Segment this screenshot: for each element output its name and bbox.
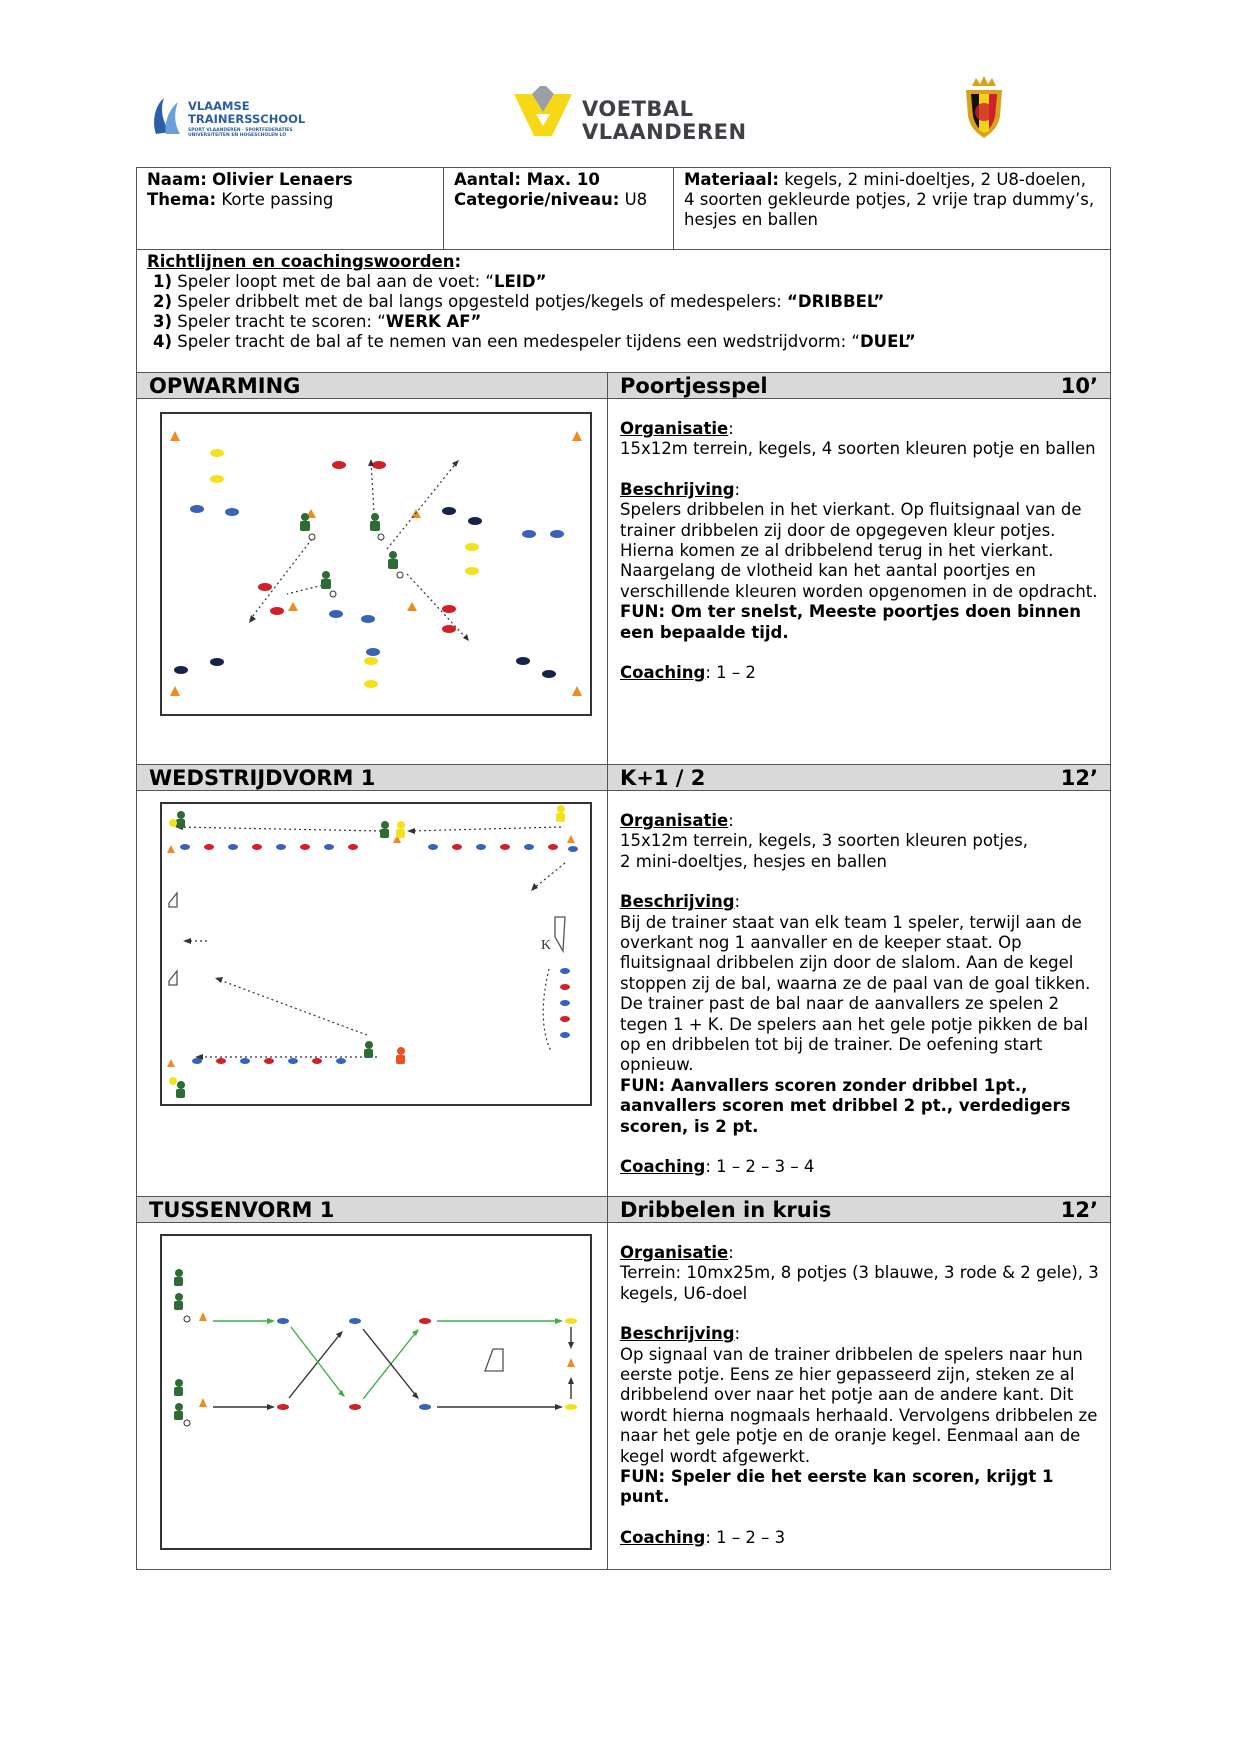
materiaal-label: Materiaal:	[684, 170, 779, 189]
vts-sub2: UNIVERSITEITEN EN HOGESCHOLEN LO	[188, 133, 287, 138]
categorie-label: Categorie/niveau:	[454, 190, 620, 209]
categorie-value: U8	[624, 190, 648, 209]
section-time: 12’	[1060, 766, 1098, 790]
desc-text: Op signaal van de trainer dribbelen de spelers naar hun eerste potje. Eens ze hier gepasseerd zijn, steken ze al dribbelend over naar het potje aan de andere kant. Dit wordt hierna nogmaals herhaald. Vervolgens dribbelen ze naar het gele potje en de oranje kegel. Eenmaal aan de kegel wordt afgewerkt.	[620, 1344, 1098, 1466]
info-count-category	[444, 168, 674, 249]
match-diagram	[137, 791, 608, 1197]
guideline-num: 3)	[153, 312, 173, 331]
info-row	[137, 168, 1110, 250]
vv-line2: VLAANDEREN	[582, 120, 747, 144]
diagram-cross	[137, 1223, 608, 1569]
training-sheet	[136, 167, 1111, 1570]
section-name: Dribbelen in kruis	[620, 1198, 832, 1222]
header-logos	[0, 72, 1240, 152]
org-label: Organisatie	[620, 811, 729, 830]
info-name-theme	[137, 168, 444, 249]
guideline-word: DUEL”	[859, 332, 916, 351]
desc-label: Beschrijving	[620, 892, 735, 912]
guideline-text: Speler loopt met de bal aan de voet: “	[177, 272, 494, 291]
section-phase: TUSSENVORM 1	[137, 1197, 608, 1222]
section-title	[608, 373, 1110, 398]
coaching-label: Coaching	[620, 663, 706, 683]
guidelines-title: Richtlijnen en coachingswoorden	[147, 252, 455, 271]
section-time: 10’	[1060, 374, 1098, 398]
coaching-label: Coaching	[620, 1527, 706, 1547]
section-name: K+1 / 2	[620, 766, 706, 790]
desc-label: Beschrijving	[620, 479, 735, 499]
vv-line1: VOETBAL	[582, 97, 694, 121]
org-label: Organisatie	[620, 419, 729, 438]
thema-value: Korte passing	[221, 190, 334, 209]
trainersschool-emblem-icon	[150, 94, 186, 138]
vts-line2: TRAINERSSCHOOL	[188, 112, 306, 126]
guideline-text: Speler dribbelt met de bal langs opgesteld potjes/kegels of medespelers:	[177, 292, 788, 311]
section-title	[608, 1197, 1110, 1222]
fun-text: FUN: Aanvallers scoren zonder dribbel 1pt., aanvallers scoren met dribbel 2 pt., verdedigers scoren, is 2 pt.	[620, 1075, 1071, 1136]
info-material	[674, 168, 1110, 249]
voetbal-vlaanderen-emblem-icon	[512, 86, 574, 142]
diagram-match	[137, 791, 608, 1196]
guideline-num: 2)	[153, 292, 173, 311]
coaching-value: : 1 – 2 – 3 – 4	[705, 1157, 815, 1177]
org-text: Terrein: 10mx25m, 8 potjes (3 blauwe, 3 rode & 2 gele), 3 kegels, U6-doel	[620, 1263, 1099, 1303]
guideline-num: 4)	[153, 332, 173, 351]
guidelines-title-colon: :	[454, 252, 462, 271]
guideline-num: 1)	[153, 272, 173, 291]
guideline-word: LEID”	[493, 272, 547, 291]
guideline-text: Speler tracht te scoren: “	[177, 312, 386, 331]
section-body	[137, 1223, 1110, 1569]
section-header	[137, 765, 1110, 791]
keeper-label: K	[541, 938, 552, 953]
coaching-value: : 1 – 2	[705, 663, 756, 683]
org-label: Organisatie	[620, 1243, 729, 1262]
voetbal-vlaanderen-logo	[512, 86, 747, 150]
section-phase: OPWARMING	[137, 373, 608, 398]
org-text: 15x12m terrein, kegels, 4 soorten kleuren potje en ballen	[620, 439, 1096, 459]
section-body	[137, 791, 1110, 1197]
guideline-text: Speler tracht de bal af te nemen van een medespeler tijdens een wedstrijdvorm: “	[177, 332, 860, 351]
section-name: Poortjesspel	[620, 374, 768, 398]
section-details: Organisatie: Terrein: 10mx25m, 8 potjes (3 blauwe, 3 rode & 2 gele), 3 kegels, U6-doel Beschrijving: Op signaal van de trainer dribbelen de spelers naar hun eerste potje. Eens ze hier gepasseerd zijn, steken ze al dribbelend over naar het potje aan de andere kant. Dit wordt hierna nogmaals herhaald. Vervolgens dribbelen ze naar het gele potje en de oranje kegel. Eenmaal aan de kegel wordt afgewerkt. FUN: Speler die het eerste kan scoren, krijgt 1 punt. Coaching: 1 – 2 – 3	[620, 1243, 1099, 1547]
vlaamse-trainersschool-logo	[150, 94, 320, 144]
vts-line1: VLAAMSE	[188, 99, 250, 113]
belgian-fa-crest-icon	[960, 76, 1008, 140]
fun-text: FUN: Om ter snelst, Meeste poortjes doen binnen een bepaalde tijd.	[620, 602, 1081, 642]
coaching-value: : 1 – 2 – 3	[705, 1527, 786, 1547]
section-details: Organisatie: 15x12m terrein, kegels, 3 soorten kleuren potjes, 2 mini-doeltjes, hesjes en ballen Beschrijving: Bij de trainer staat van elk team 1 speler, terwijl aan de overkant nog 1 aanvaller en de keeper staat. Op fluitsignaal dribbelen zijn door de slalom. Aan de kegel stoppen zij de bal, waarna ze de paal van de goal tikken. De trainer past de bal naar de aanvallers ze spelen 2 tegen 1 + K. De spelers aan het gele potje pikken de bal op en dribbelen tot bij de trainer. De oefening start opnieuw. FUN: Aanvallers scoren zonder dribbel 1pt., aanvallers scoren met dribbel 2 pt., verdedigers scoren, is 2 pt. Coaching: 1 – 2 – 3 – 4	[608, 791, 1110, 1196]
guideline-word: WERK AF”	[385, 312, 482, 331]
section-phase: WEDSTRIJDVORM 1	[137, 765, 608, 790]
thema-label: Thema:	[147, 190, 217, 209]
org-text-1: 15x12m terrein, kegels, 3 soorten kleuren potjes,	[620, 831, 1028, 851]
materiaal-value: kegels, 2 mini-doeltjes, 2 U8-doelen, 4 soorten gekleurde potjes, 2 vrije trap dummy’s, hesjes en ballen	[684, 170, 1095, 229]
guideline-item	[147, 292, 1100, 312]
section-header	[137, 373, 1110, 399]
coaching-label: Coaching	[620, 1157, 706, 1177]
guideline-item	[147, 272, 1100, 292]
fun-text: FUN: Speler die het eerste kan scoren, krijgt 1 punt.	[620, 1467, 1054, 1507]
vts-sub1: SPORT VLAANDEREN · SPORTFEDERATIES	[188, 128, 293, 133]
warmup-diagram	[137, 399, 608, 765]
guideline-item	[147, 332, 1100, 352]
org-text-2: 2 mini-doeltjes, hesjes en ballen	[620, 851, 887, 871]
aantal-label: Aantal: Max. 10	[454, 170, 600, 189]
diagram-warmup	[137, 399, 608, 764]
naam-value: Olivier Lenaers	[212, 170, 353, 189]
section-time: 12’	[1060, 1198, 1098, 1222]
guidelines-row	[137, 250, 1110, 373]
desc-text: Spelers dribbelen in het vierkant. Op fluitsignaal van de trainer dribbelen zij door de opgegeven kleur potjes. Hierna komen ze al dribbelend terug in het vierkant. Naargelang de vlotheid kan het aantal poortjes en verschillende kleuren worden opgenomen in de opdracht.	[620, 500, 1098, 601]
section-details: Organisatie: 15x12m terrein, kegels, 4 soorten kleuren potje en ballen Beschrijving: Spelers dribbelen in het vierkant. Op fluitsignaal van de trainer dribbelen zij door de opgegeven kleur potjes. Hierna komen ze al dribbelend terug in het vierkant. Naargelang de vlotheid kan het aantal poortjes en verschillende kleuren worden opgenomen in de opdracht. FUN: Om ter snelst, Meeste poortjes doen binnen een bepaalde tijd. Coaching: 1 – 2	[608, 399, 1110, 764]
cross-dribble-diagram	[137, 1223, 608, 1569]
guidelines	[137, 250, 1110, 372]
naam-label: Naam:	[147, 170, 207, 189]
desc-label: Beschrijving	[620, 1324, 735, 1344]
guideline-word: “DRIBBEL”	[787, 292, 885, 311]
guideline-item	[147, 312, 1100, 332]
section-body	[137, 399, 1110, 765]
section-header	[137, 1197, 1110, 1223]
desc-text: Bij de trainer staat van elk team 1 speler, terwijl aan de overkant nog 1 aanvaller en de keeper staat. Op fluitsignaal dribbelen zijn door de slalom. Aan de kegel stoppen zij de bal, waarna ze de paal van de goal tikken. De trainer past de bal naar de aanvallers ze spelen 2 tegen 1 + K. De spelers aan het gele potje pikken de bal op en dribbelen tot bij de trainer. De oefening start opnieuw.	[620, 912, 1091, 1075]
section-title	[608, 765, 1110, 790]
